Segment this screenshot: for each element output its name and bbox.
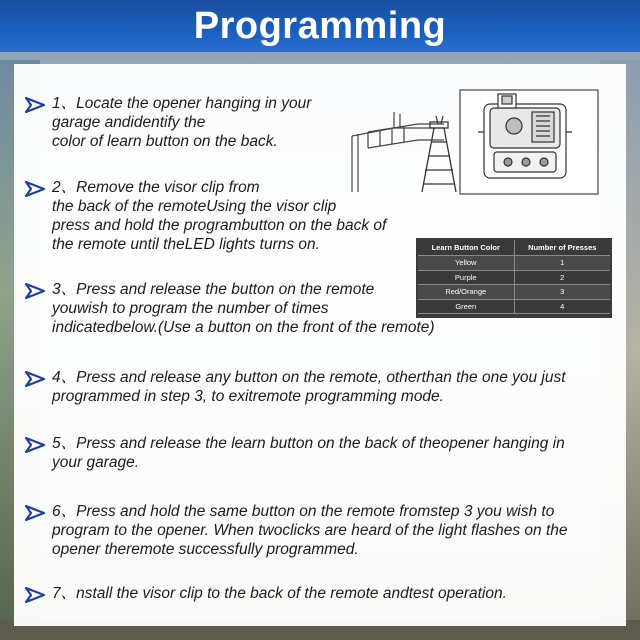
- instruction-panel: [14, 64, 626, 626]
- learn-button-table: [416, 238, 612, 318]
- step-7: [24, 584, 507, 604]
- table-header-cell: Learn Button Color: [418, 240, 514, 256]
- table-cell: Purple: [418, 271, 514, 286]
- table-header-cell: Number of Presses: [514, 240, 611, 256]
- arrow-right-icon: [24, 180, 48, 198]
- step-text: 2、Remove the visor clip from the back of the remoteUsing the visor clip press and hold the programbutton on the back of the remote until theLED lights turns on.: [52, 179, 387, 253]
- step-1: [24, 94, 311, 151]
- step-text: 4、Press and release any button on the remote, otherthan the one you just programmed in step 3, to exitremote programming mode.: [52, 369, 566, 405]
- step-4: [24, 368, 566, 406]
- step-text: 6、Press and hold the same button on the remote fromstep 3 you wish to program to the opener. When twoclicks are heard of the light flashes on the opener theremote successfully programmed.: [52, 503, 568, 558]
- table-row: [418, 256, 610, 271]
- person-icon: [436, 116, 443, 124]
- table-row: [418, 271, 610, 286]
- table-cell: 3: [514, 285, 611, 300]
- arrow-right-icon: [24, 282, 48, 300]
- table-row: [418, 300, 610, 315]
- arrow-right-icon: [24, 96, 48, 114]
- table-cell: 2: [514, 271, 611, 286]
- table-header-row: [418, 240, 610, 256]
- step-text: 1、Locate the opener hanging in your garage andidentify the color of learn button on the back.: [52, 95, 312, 150]
- arrow-right-icon: [24, 586, 48, 604]
- header-banner: [0, 0, 640, 52]
- step-5: [24, 434, 565, 472]
- table-cell: Yellow: [418, 256, 514, 271]
- table-cell: 4: [514, 300, 611, 315]
- garage-opener-illustration: [348, 88, 600, 196]
- table-row: [418, 285, 610, 300]
- arrow-right-icon: [24, 436, 48, 454]
- table-cell: Red/Orange: [418, 285, 514, 300]
- arrow-right-icon: [24, 370, 48, 388]
- step-2: [24, 178, 386, 254]
- step-text: 5、Press and release the learn button on the back of theopener hanging in your garage.: [52, 435, 565, 471]
- step-6: [24, 502, 568, 559]
- step-text: 7、nstall the visor clip to the back of the remote andtest operation.: [52, 585, 507, 602]
- page-title: Programming: [193, 4, 447, 47]
- step-3: [24, 280, 435, 337]
- ladder-icon: [422, 122, 456, 192]
- step-text: 3、Press and release the button on the remote youwish to program the number of times indicatedbelow.(Use a button on the front of the remote): [52, 281, 435, 336]
- table-cell: 1: [514, 256, 611, 271]
- arrow-right-icon: [24, 504, 48, 522]
- table-cell: Green: [418, 300, 514, 315]
